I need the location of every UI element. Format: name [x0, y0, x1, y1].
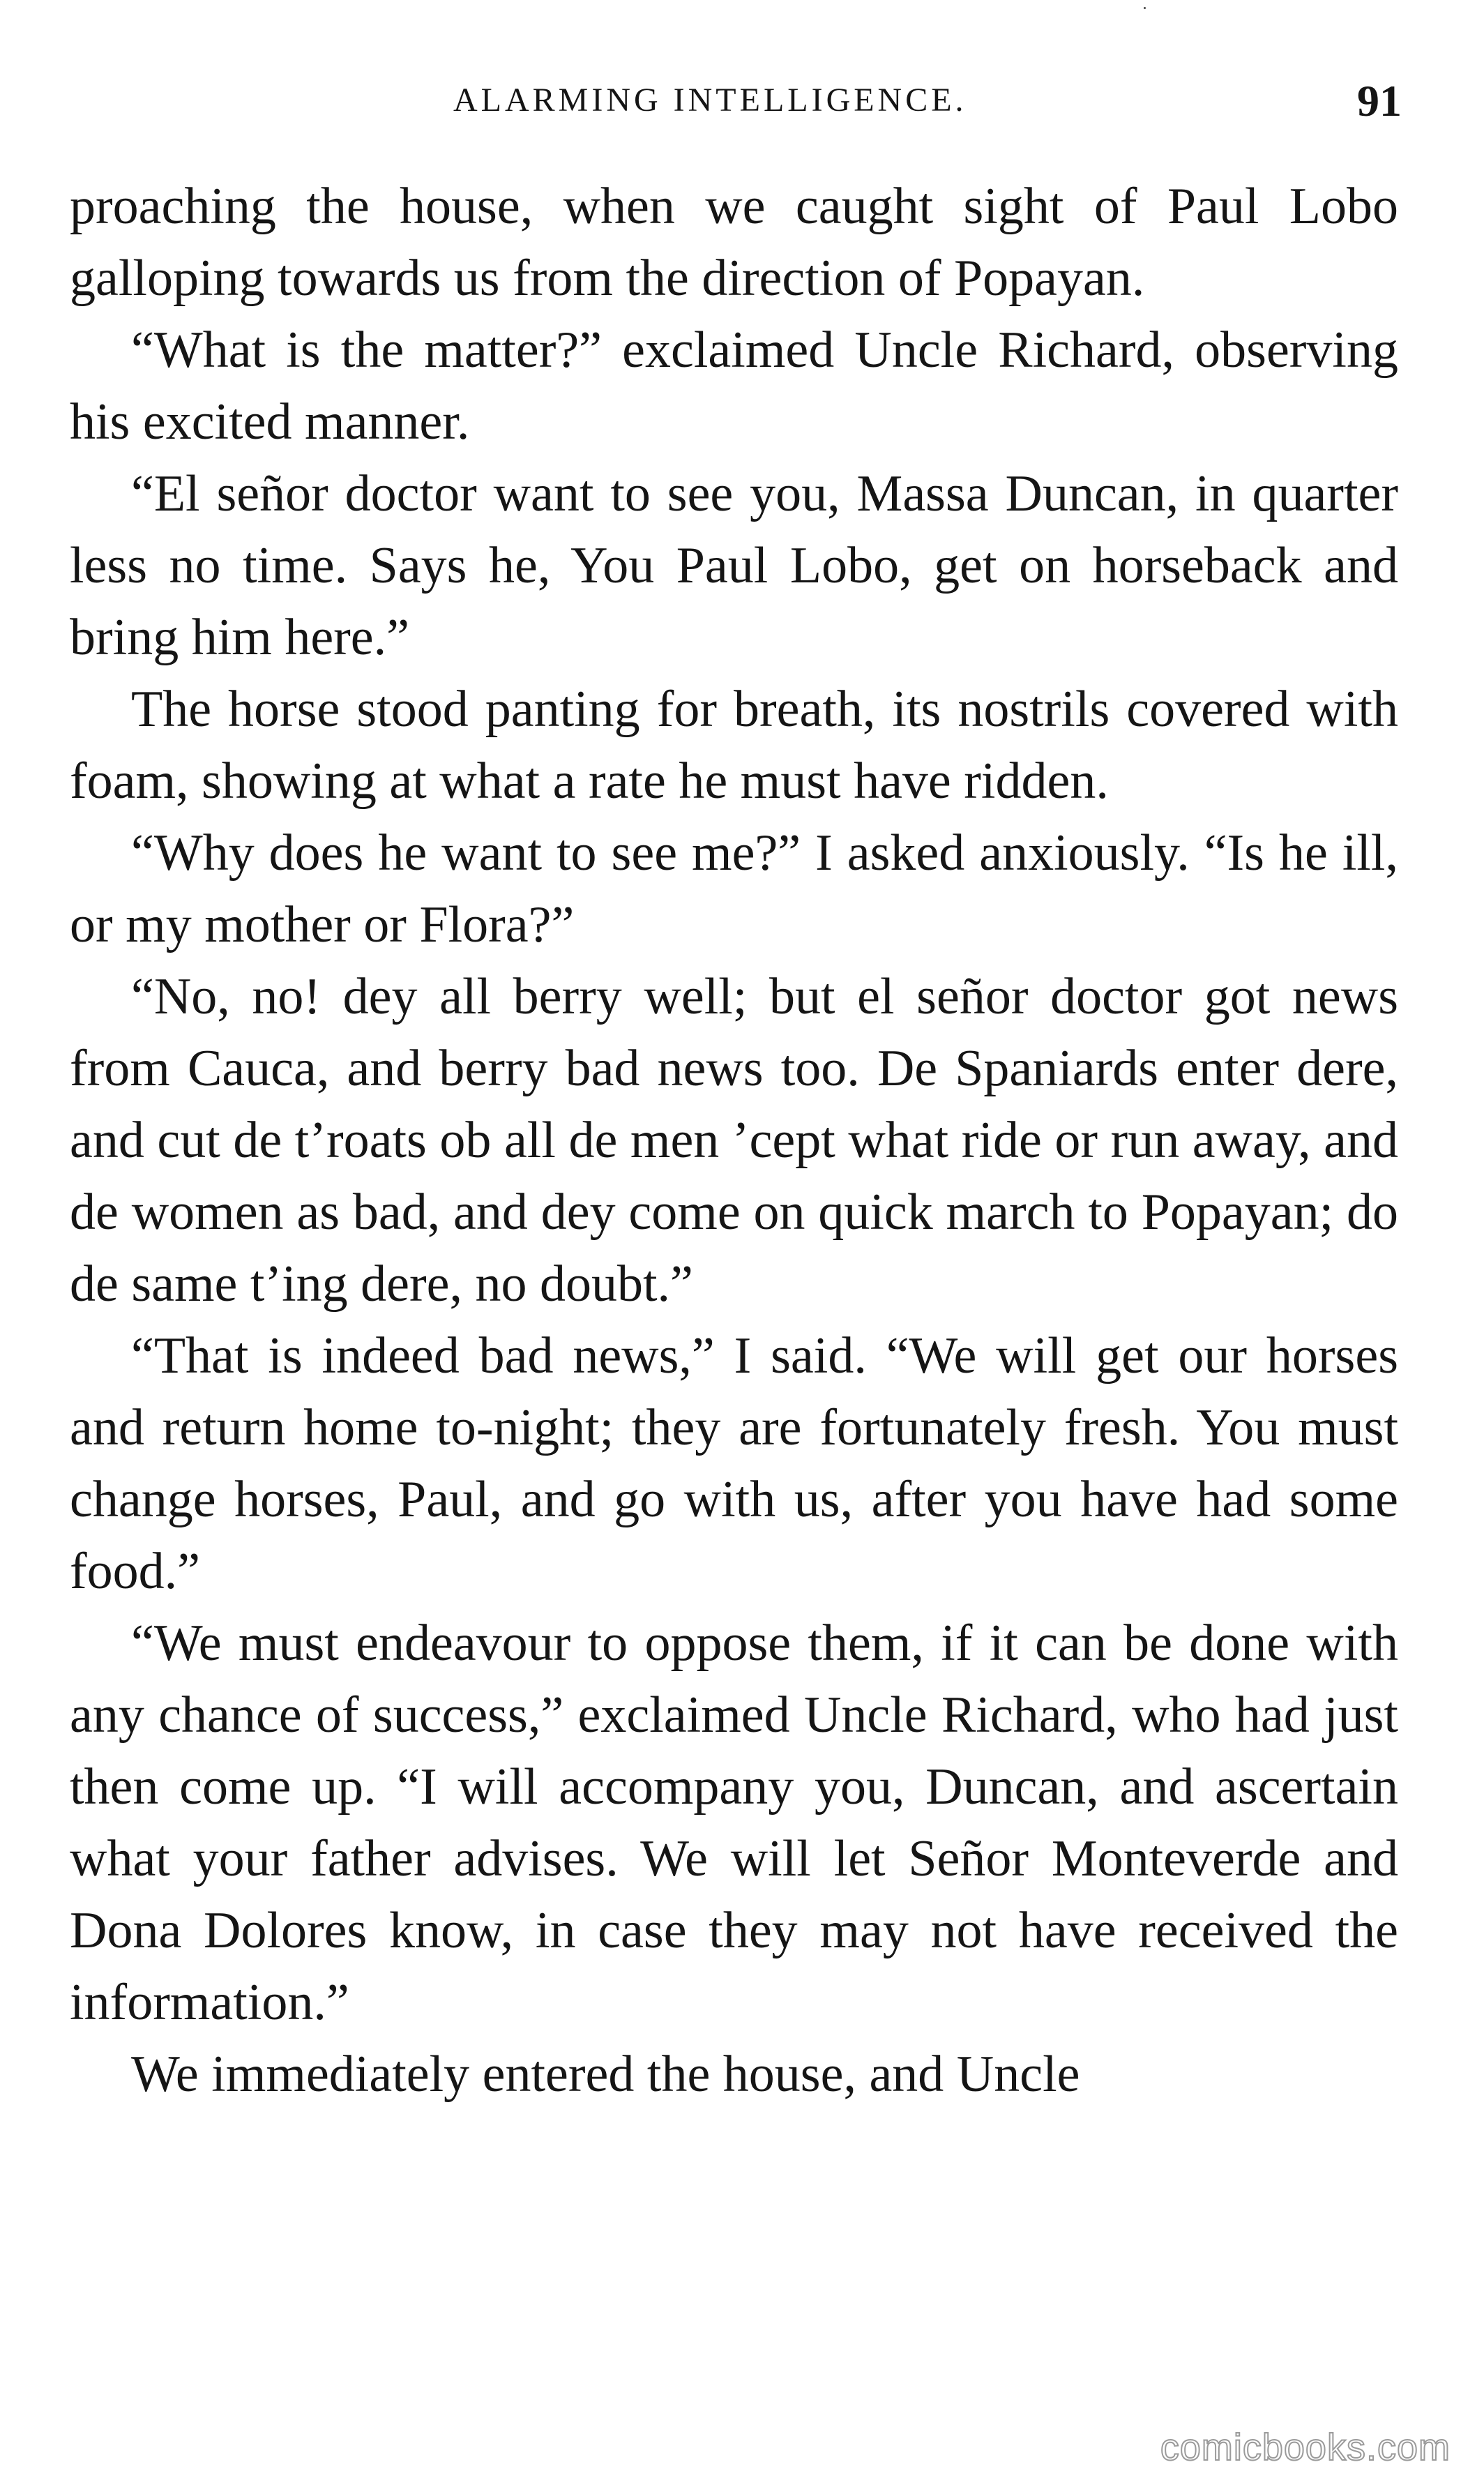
paragraph: “Why does he want to see me?” I asked anxiously. “Is he ill, or my mother or Flora?”: [70, 824, 1398, 953]
paragraph: “No, no! dey all berry well; but el señor doctor got news from Cauca, and berry bad news too. De Spaniards enter dere, and cut de t’roats ob all de men ’cept what ride or run away, and de women as bad, and dey come on quick march to Popayan; do de same t’ing dere, no doubt.”: [70, 968, 1398, 1313]
paragraph: “We must endeavour to oppose them, if it can be done with any chance of success,” exclaimed Uncle Richard, who had just then come up. “I will accompany you, Duncan, and ascertain what your father advises. We will let Señor Monteverde and Dona Dolores know, in case they may not have received the information.”: [70, 1615, 1398, 2031]
speck-mark: [1144, 7, 1146, 9]
body-text: [70, 171, 1398, 2111]
paragraph: “What is the matter?” exclaimed Uncle Richard, observing his excited manner.: [70, 322, 1398, 451]
chapter-title: ALARMING INTELLIGENCE.: [453, 82, 967, 119]
paragraph: “That is indeed bad news,” I said. “We will get our horses and return home to-night; they are fortunately fresh. You must change horses, Paul, and go with us, after you have had some food.”: [70, 1327, 1398, 1600]
watermark: comicbooks.com: [1160, 2427, 1451, 2468]
paragraph: We immediately entered the house, and Uncle: [131, 2046, 1080, 2103]
running-head: [0, 75, 1484, 131]
page-number: 91: [1357, 76, 1402, 126]
paragraph: proaching the house, when we caught sight of Paul Lobo galloping towards us from the direction of Popayan.: [70, 178, 1398, 307]
paragraph: “El señor doctor want to see you, Massa Duncan, in quarter less no time. Says he, You Paul Lobo, get on horseback and bring him here.”: [70, 465, 1398, 666]
paragraph: The horse stood panting for breath, its nostrils covered with foam, showing at what a rate he must have ridden.: [70, 681, 1398, 810]
